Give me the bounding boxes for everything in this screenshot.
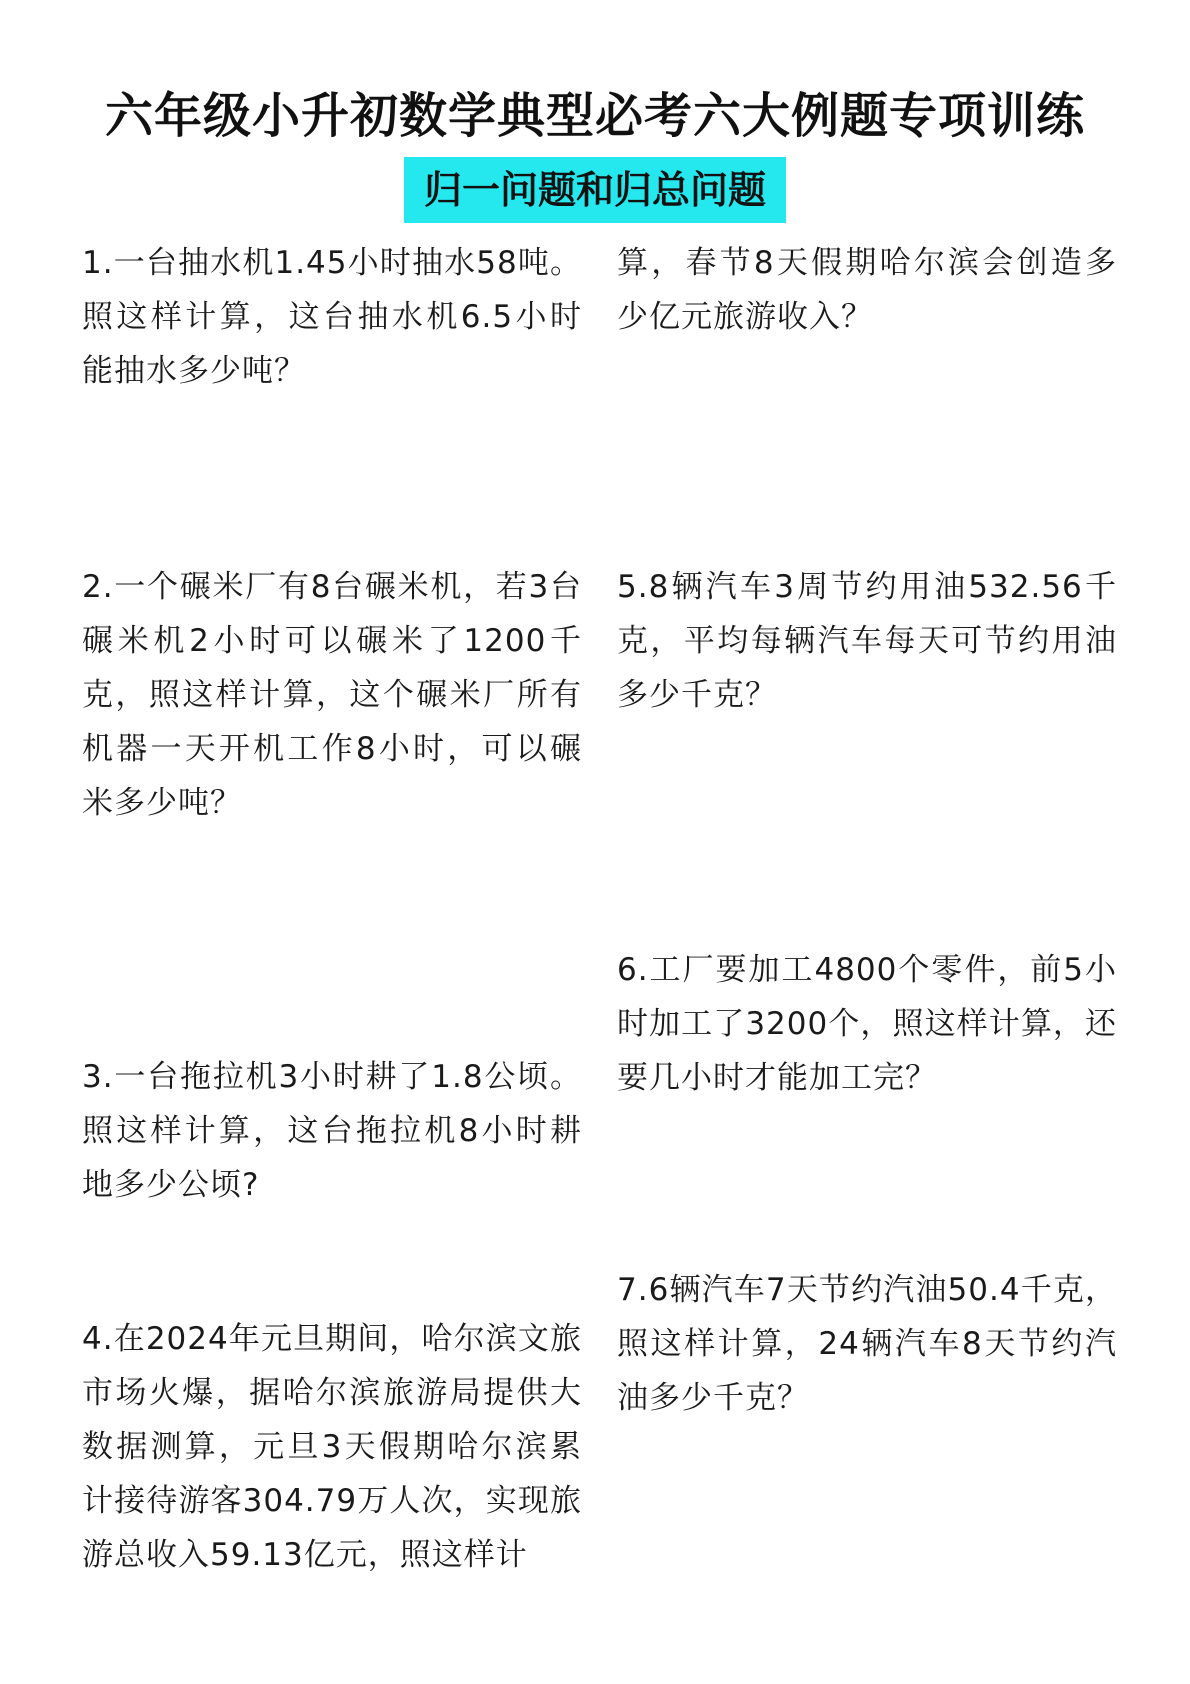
question-3: 3.一台拖拉机3小时耕了1.8公顷。照这样计算，这台拖拉机8小时耕地多少公顷? <box>82 1059 582 1203</box>
question-2: 2.一个碾米厂有8台碾米机，若3台碾米机2小时可以碾米了1200千克，照这样计算，这个碾米厂所有机器一天开机工作8小时，可以碾米多少吨？ <box>82 569 582 821</box>
question-1: 1.一台抽水机1.45小时抽水58吨。照这样计算，这台抽水机6.5小时能抽水多少吨？ <box>82 245 582 389</box>
question-6: 6.工厂要加工4800个零件，前5小时加工了3200个，照这样计算，还要几小时才能加工完？ <box>617 952 1117 1096</box>
question-4-continued: 算，春节8天假期哈尔滨会创造多少亿元旅游收入？ <box>617 245 1117 335</box>
question-7: 7.6辆汽车7天节约汽油50.4千克，照这样计算，24辆汽车8天节约汽油多少千克？ <box>617 1272 1117 1416</box>
section-subtitle: 归一问题和归总问题 <box>404 157 786 223</box>
page-title: 六年级小升初数学典型必考六大例题专项训练 <box>104 88 1085 144</box>
subtitle-wrapper <box>0 157 1190 223</box>
question-4: 4.在2024年元旦期间，哈尔滨文旅市场火爆，据哈尔滨旅游局提供大数据测算，元旦3天假期哈尔滨累计接待游客304.79万人次，实现旅游总收入59.13亿元，照这样计 <box>82 1321 582 1573</box>
question-5: 5.8辆汽车3周节约用油532.56千克，平均每辆汽车每天可节约用油多少千克？ <box>617 569 1117 713</box>
